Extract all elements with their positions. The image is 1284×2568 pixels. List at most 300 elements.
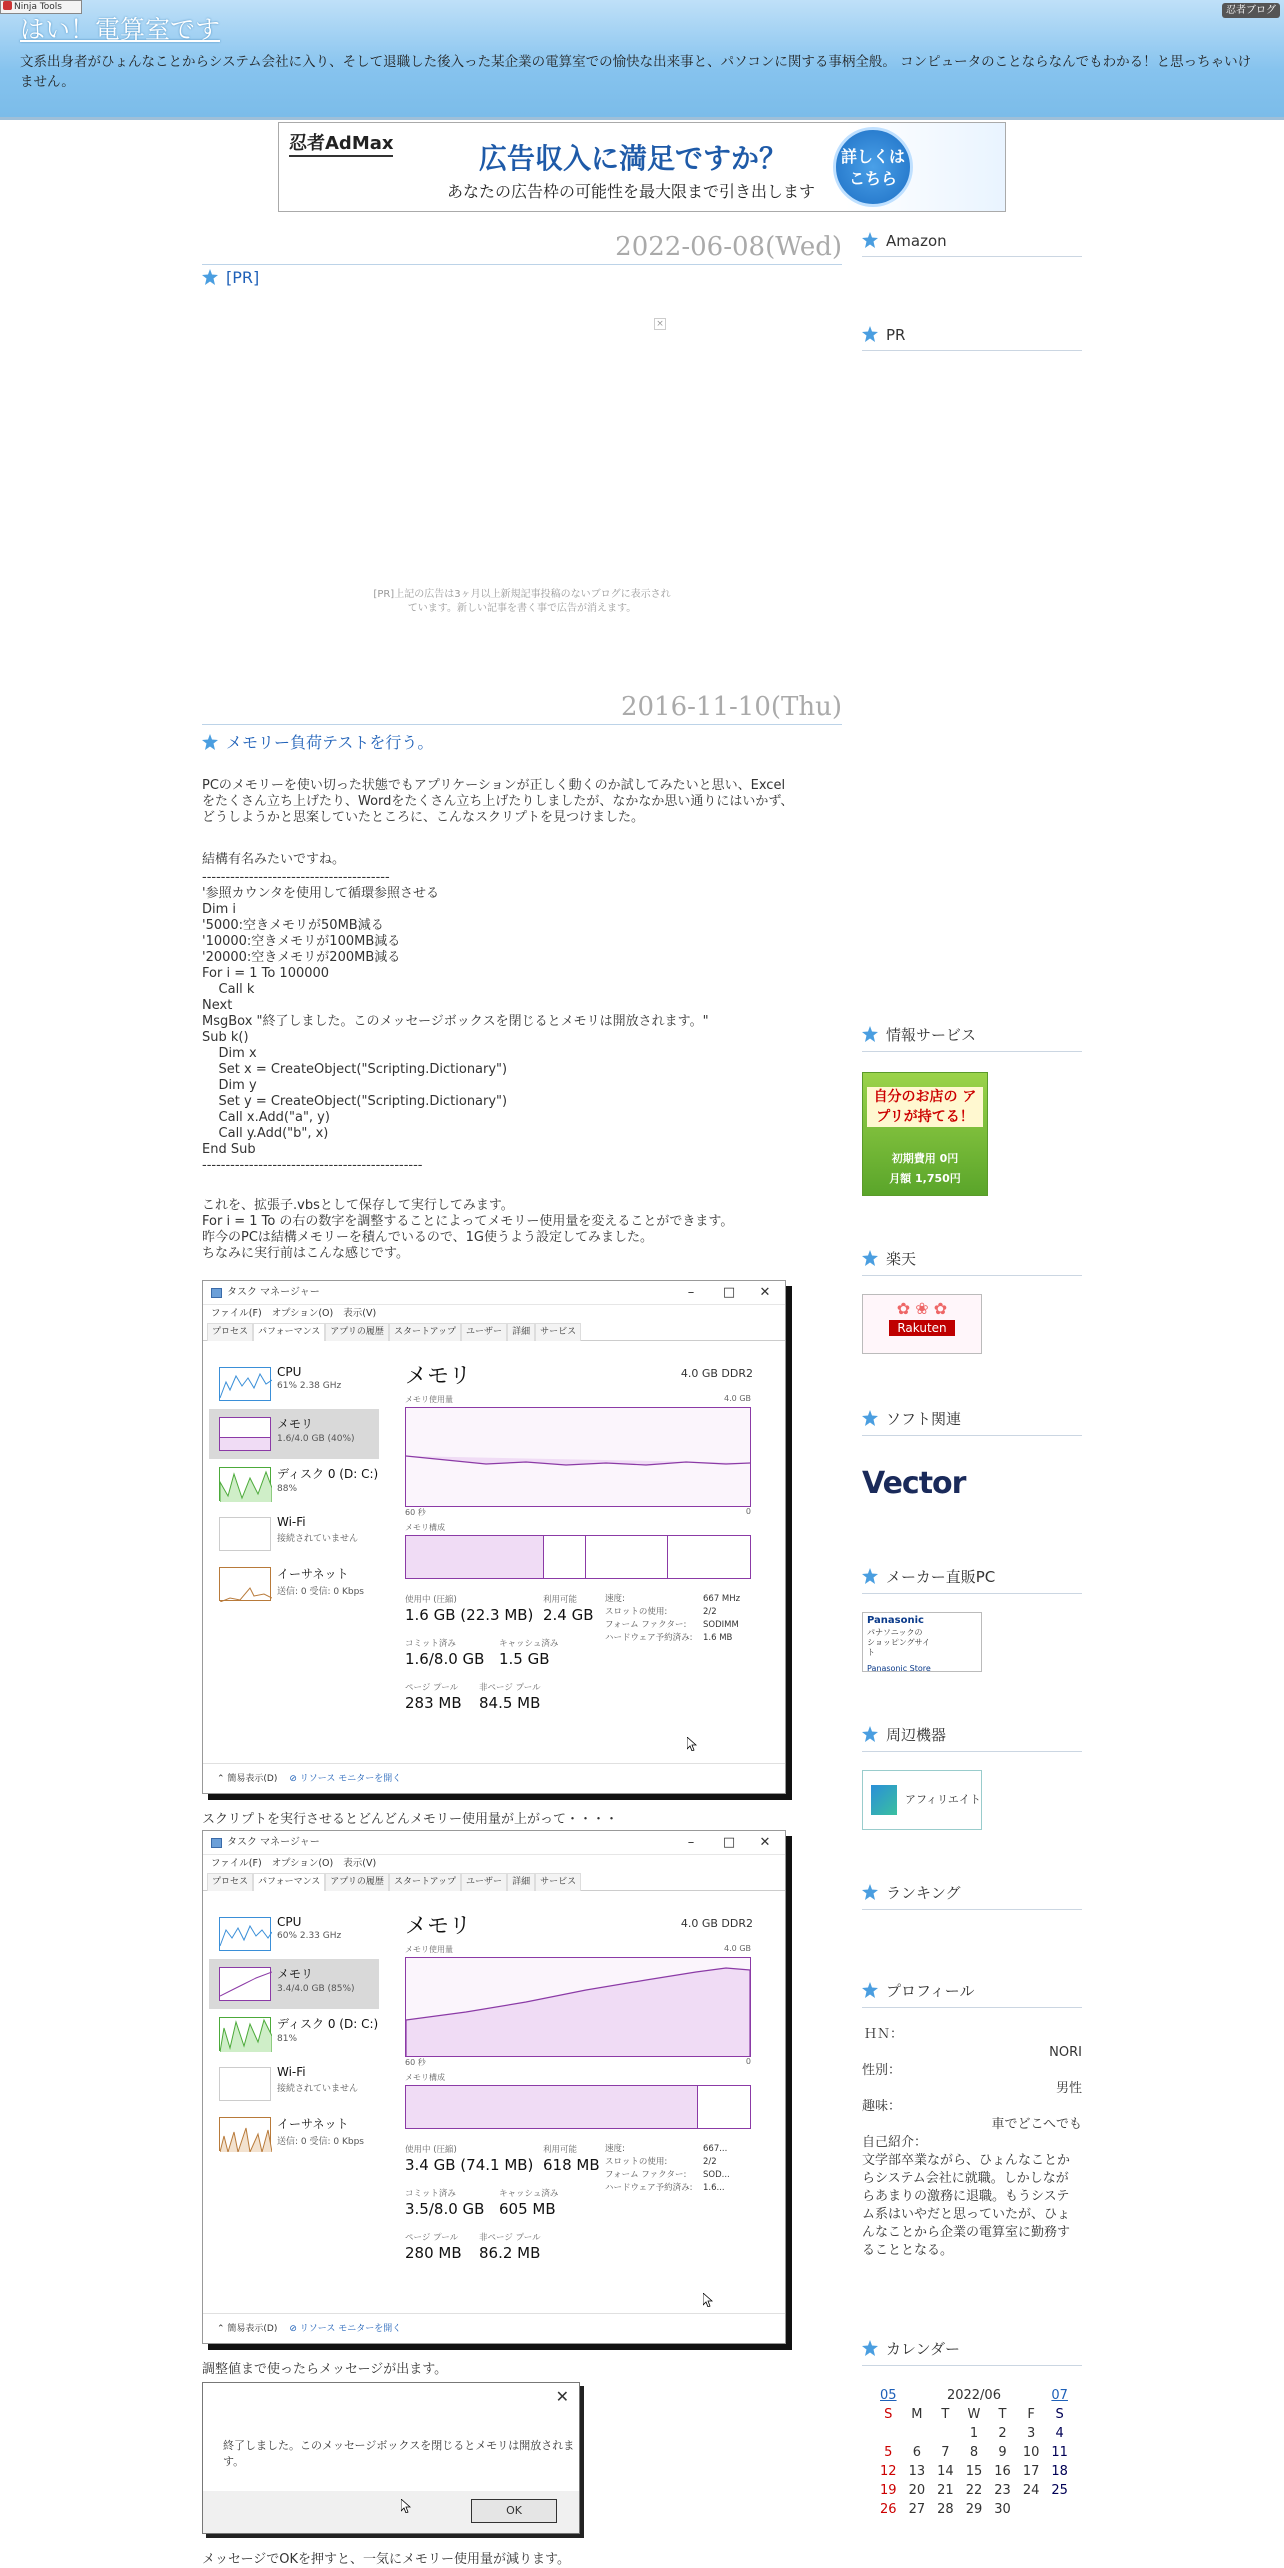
caption-running: スクリプトを実行させるとどんどんメモリー使用量が上がって・・・・ [202, 1812, 619, 1827]
stat-label: ページ プール [405, 2233, 459, 2243]
resource-sub: 60% 2.33 GHz [277, 1931, 342, 1941]
profile-box [862, 2026, 1082, 2260]
stat-in-use [405, 1593, 533, 1624]
resource-disk[interactable] [209, 2009, 379, 2059]
calendar-day [1017, 2500, 1046, 2519]
text-line: 昨今のPCは結構メモリーを積んでいるので、1G使うよう設定してみました。 [202, 1230, 654, 1245]
sidebar-heading-calendar [862, 2338, 1082, 2366]
calendar-day: 28 [937, 2502, 954, 2517]
stat-label: 使用中 (圧縮) [405, 2145, 457, 2155]
calendar-day: 14 [937, 2464, 954, 2479]
stat-available [543, 1593, 594, 1624]
stat-nonpaged-pool [479, 2231, 541, 2262]
chevron-up-icon[interactable]: ⌃ [217, 1774, 225, 1784]
calendar-day: 13 [908, 2464, 926, 2479]
menu-bar [203, 1305, 785, 1323]
dialog-button-bar [203, 2491, 579, 2533]
stat-value: 84.5 MB [479, 1694, 541, 1712]
stat-value: 3.4 GB (74.1 MB) [405, 2156, 534, 2174]
resource-name: メモリ [277, 1417, 314, 1431]
composition-divider [667, 1536, 668, 1578]
resource-ethernet[interactable] [209, 2109, 379, 2159]
spec-value: 1.6 MB [703, 1633, 733, 1643]
mouse-cursor-icon [703, 2293, 713, 2307]
calendar-week [874, 2424, 1074, 2443]
ad-headline: 広告収入に満足ですか？ [479, 142, 788, 175]
site-header [0, 0, 1284, 120]
calendar-day [1045, 2500, 1074, 2519]
affiliate-banner[interactable] [862, 1770, 982, 1830]
brief-view-button[interactable]: 簡易表示(D) [227, 2324, 278, 2334]
tab-bar [203, 1323, 785, 1341]
resource-sub: 1.6/4.0 GB (40%) [277, 1434, 355, 1444]
resource-cpu[interactable] [209, 1359, 379, 1409]
spec-value: 667... [703, 2144, 728, 2154]
menu-options[interactable]: オプション(O) [271, 1308, 334, 1319]
spec-label: 速度: [605, 1594, 625, 1604]
stat-committed [405, 1637, 484, 1668]
ethernet-thumbnail [219, 2117, 271, 2151]
memory-thumbnail-fill [220, 1437, 270, 1450]
calendar-day: 7 [941, 2445, 950, 2460]
banner-line: 月額 1,750円 [889, 1172, 961, 1185]
spec-row [605, 1593, 741, 1606]
sidebar-heading-ranking [862, 1882, 1082, 1910]
open-resource-monitor-link[interactable] [289, 2324, 401, 2334]
sidebar-heading-label: 楽天 [886, 1250, 917, 1268]
tab-performance[interactable]: パフォーマンス [253, 1873, 325, 1891]
menu-options[interactable]: オプション(O) [271, 1858, 334, 1869]
star-icon [862, 1568, 878, 1584]
code-line: Set x = CreateObject("Scripting.Dictionary") [202, 1062, 508, 1077]
spec-label: スロットの使用: [605, 1607, 668, 1617]
calendar-day: 11 [1051, 2445, 1068, 2460]
calendar-weekdays [874, 2405, 1074, 2424]
panel-heading: メモリ [405, 1914, 472, 1939]
calendar [874, 2386, 1074, 2519]
memory-composition-bar [405, 2085, 751, 2129]
sidebar-heading-label: Amazon [886, 232, 947, 250]
stat-label: キャッシュ済み [499, 1639, 559, 1649]
sidebar-heading-label: ソフト関連 [886, 1410, 962, 1428]
stat-value: 618 MB [543, 2156, 600, 2174]
dialog-message: 終了しました。このメッセージボックスを閉じるとメモリは開放されます。 [223, 2439, 575, 2468]
panasonic-sub: パナソニックの ショッピングサイト [867, 1628, 931, 1657]
close-icon[interactable]: ✕ [555, 2387, 569, 2406]
calendar-day: 6 [912, 2445, 921, 2460]
composition-divider [585, 1536, 586, 1578]
stat-paged-pool [405, 1681, 462, 1712]
calendar-prev-month[interactable]: 05 [880, 2388, 897, 2403]
calendar-day [931, 2424, 960, 2443]
star-icon [202, 269, 218, 285]
close-icon[interactable]: ✕ [759, 1285, 771, 1300]
stat-committed [405, 2187, 484, 2218]
stat-paged-pool [405, 2231, 462, 2262]
spec-label: 速度: [605, 2144, 625, 2154]
usage-label: メモリ使用量 [405, 1395, 453, 1404]
graph-max: 4.0 GB [724, 1944, 751, 1953]
sidebar-heading-maker [862, 1566, 1082, 1594]
code-block [202, 870, 842, 1174]
ad-banner[interactable] [278, 122, 1006, 212]
calendar-week [874, 2443, 1074, 2462]
star-icon [862, 326, 878, 342]
tab-app-history[interactable]: アプリの履歴 [325, 1323, 389, 1341]
window-titlebar [203, 1831, 785, 1855]
spec-label: フォーム ファクター: [605, 2170, 687, 2180]
code-line: Call y.Add("b", x) [202, 1126, 329, 1141]
code-line: MsgBox "終了しました。このメッセージボックスを閉じるとメモリは開放されます。" [202, 1014, 709, 1029]
maximize-icon[interactable]: □ [722, 1835, 736, 1850]
code-line: Set y = CreateObject("Scripting.Dictionary") [202, 1094, 508, 1109]
calendar-day: 24 [1022, 2483, 1040, 2498]
text-line: ちなみに実行前はこんな感じです。 [202, 1246, 409, 1261]
calendar-day: 10 [1022, 2445, 1040, 2460]
stat-value: 1.6 GB (22.3 MB) [405, 1606, 534, 1624]
calendar-day: 8 [969, 2445, 979, 2460]
rakuten-banner[interactable] [862, 1294, 982, 1354]
caption-after: メッセージでOKを押すと、一気にメモリー使用量が減ります。 [202, 2552, 570, 2567]
resource-memory[interactable] [209, 1409, 379, 1459]
memory-stats [405, 1593, 765, 1743]
calendar-day: 9 [998, 2445, 1007, 2460]
resource-cpu[interactable] [209, 1909, 379, 1959]
stat-cached [499, 2187, 558, 2218]
window-titlebar [203, 1281, 785, 1305]
calendar-month: 2022/06 [946, 2388, 1001, 2403]
code-line: Dim i [202, 902, 237, 917]
ad-subline: あなたの広告枠の可能性を最大限まで引き出します [447, 182, 816, 201]
code-line: Next [202, 998, 233, 1013]
usage-label: メモリ使用量 [405, 1945, 453, 1954]
stat-nonpaged-pool [479, 1681, 541, 1712]
resource-sub: 送信: 0 受信: 0 Kbps [277, 1587, 364, 1597]
composition-label: メモリ構成 [405, 1523, 445, 1532]
spec-value: 2/2 [703, 2157, 717, 2167]
minimize-icon[interactable]: – [687, 1285, 695, 1300]
resource-sub: 送信: 0 受信: 0 Kbps [277, 2137, 364, 2147]
ninja-blog-badge[interactable]: 忍者ブログ [1222, 3, 1280, 18]
spec-label: ハードウェア予約済み: [605, 2183, 693, 2193]
entry-paragraph-2: 結構有名みたいですね。 [202, 852, 346, 867]
resource-sub: 88% [277, 1484, 298, 1494]
sidebar-heading-label: 情報サービス [886, 1026, 977, 1044]
stat-label: 利用可能 [543, 2145, 578, 2155]
vector-logo[interactable]: Vector [862, 1466, 966, 1501]
stat-value: 1.6/8.0 GB [405, 1650, 485, 1668]
ninja-tools-badge[interactable] [0, 0, 82, 14]
brief-view-button[interactable]: 簡易表示(D) [227, 1774, 278, 1784]
open-resource-monitor-label: リソース モニターを開く [299, 2324, 402, 2334]
calendar-day: 27 [908, 2502, 926, 2517]
site-title[interactable]: はい！電算室です [20, 15, 221, 44]
panasonic-store: Panasonic Store [867, 1664, 931, 1673]
profile-hobby-label: 趣味： [862, 2099, 902, 2114]
stat-value: 605 MB [499, 2200, 556, 2218]
star-icon [862, 1410, 878, 1426]
calendar-day: 19 [880, 2483, 897, 2498]
tab-processes[interactable]: プロセス [207, 1323, 253, 1341]
entry-date: 2022-06-08(Wed) [202, 232, 842, 265]
axis-left: 60 秒 [405, 1508, 426, 1517]
weekday: W [967, 2407, 981, 2422]
pr-note: [PR]上記の広告は3ヶ月以上新規記事投稿のないブログに表示されています。新しい記事を書く事で広告が消えます。 [373, 589, 671, 614]
sidebar-heading-soft [862, 1408, 1082, 1436]
entry-date: 2016-11-10(Thu) [202, 692, 842, 725]
stat-available [543, 2143, 600, 2174]
star-icon [862, 1026, 878, 1042]
calendar-day: 29 [965, 2502, 983, 2517]
memory-spec: 4.0 GB DDR2 [680, 1917, 753, 1930]
resource-wifi[interactable] [209, 2059, 379, 2109]
usage-line [406, 1408, 750, 1506]
calendar-day: 3 [1026, 2426, 1036, 2441]
task-manager-icon [211, 1288, 222, 1298]
close-icon[interactable]: ✕ [759, 1835, 771, 1850]
affiliate-label: アフィリエイト [905, 1793, 981, 1806]
sidebar-heading-rakuten [862, 1248, 1082, 1276]
profile-sex: 男性 [1055, 2081, 1082, 2096]
profile-sex-label: 性別： [862, 2063, 902, 2078]
tab-performance[interactable]: パフォーマンス [253, 1323, 325, 1341]
star-icon [862, 2340, 878, 2356]
pr-ad-area [202, 310, 842, 630]
stat-cached [499, 1637, 558, 1668]
resource-name: CPU [277, 1365, 302, 1379]
sidebar-heading-amazon [862, 232, 1082, 257]
hardware-specs [605, 1593, 741, 1645]
wifi-thumbnail [219, 2067, 271, 2101]
calendar-day: 21 [937, 2483, 954, 2498]
entry-title[interactable] [202, 730, 433, 753]
code-line: Call x.Add("a", y) [202, 1110, 330, 1125]
menu-file[interactable]: ファイル(F) [211, 1308, 262, 1319]
profile-intro-label: 自己紹介： [862, 2135, 928, 2150]
spec-value: 667 MHz [703, 1594, 741, 1604]
caption-message: 調整値まで使ったらメッセージが出ます。 [202, 2362, 448, 2377]
profile-hn-label: ＨＮ： [864, 2027, 904, 2042]
resource-ethernet[interactable] [209, 1559, 379, 1609]
sidebar-heading-label: メーカー直販PC [886, 1568, 996, 1586]
star-icon [862, 232, 878, 248]
star-icon [862, 1250, 878, 1266]
spec-label: フォーム ファクター: [605, 1620, 687, 1630]
stat-value: 86.2 MB [479, 2244, 541, 2262]
task-manager-screenshot-during [202, 1830, 786, 2344]
stat-value: 2.4 GB [543, 1606, 594, 1624]
code-line: End Sub [202, 1142, 256, 1157]
sidebar-heading-label: PR [886, 326, 906, 344]
entry-title-label: メモリー負荷テストを行う。 [226, 733, 434, 752]
calendar-day: 17 [1022, 2464, 1040, 2479]
code-line: '10000:空きメモリが100MB減る [202, 934, 401, 949]
sidebar-heading-info [862, 1024, 1082, 1052]
profile-intro: 文学部卒業ながら、ひょんなことからシステム会社に就職。しかしながらあまりの激務に退職。もうシステム系はいやだと思っていたが、ひょんなことから企業の電算室に勤務することとなる。 [862, 2153, 1071, 2258]
graph-max: 4.0 GB [724, 1394, 751, 1403]
resource-wifi[interactable] [209, 1509, 379, 1559]
panasonic-banner[interactable] [862, 1612, 982, 1672]
code-line: '参照カウンタを使用して循環参照させる [202, 886, 440, 901]
spec-row [605, 2156, 717, 2169]
resource-name: ディスク 0 (D: C:) [277, 1467, 379, 1481]
resource-name: CPU [277, 1915, 302, 1929]
resource-name: イーサネット [277, 2117, 349, 2131]
memory-usage-graph [405, 1407, 751, 1507]
wifi-thumbnail [219, 1517, 271, 1551]
resource-name: ディスク 0 (D: C:) [277, 2017, 379, 2031]
sidebar-heading-periph [862, 1724, 1082, 1752]
window-title: タスク マネージャー [227, 1837, 320, 1848]
entry-paragraph-1 [202, 778, 842, 826]
spec-value: SOD... [703, 2170, 730, 2180]
rakuten-logo: Rakuten [889, 1320, 954, 1336]
calendar-day: 22 [965, 2483, 983, 2498]
tab-startup[interactable]: スタートアップ [389, 1873, 461, 1891]
memory-thumbnail [219, 1967, 271, 2001]
code-line: '5000:空きメモリが50MB減る [202, 918, 384, 933]
axis-left: 60 秒 [405, 2058, 426, 2067]
message-dialog-screenshot [202, 2382, 580, 2534]
ad-logo: 忍者AdMax [289, 129, 393, 157]
star-icon [862, 1726, 878, 1742]
text-line: どうしようかと思案していたところに、こんなスクリプトを見つけました。 [202, 810, 645, 825]
minimize-icon[interactable]: – [687, 1835, 695, 1850]
menu-view[interactable]: 表示(V) [343, 1308, 377, 1319]
affiliate-logo-icon [871, 1785, 897, 1815]
tab-bar [203, 1873, 785, 1891]
sidebar-heading-label: ランキング [886, 1884, 961, 1902]
text-line: For i = 1 To の右の数字を調整することによってメモリー使用量を変えることができます。 [202, 1214, 734, 1229]
maximize-icon[interactable]: □ [722, 1285, 736, 1300]
calendar-day: 1 [969, 2426, 979, 2441]
text-line: をたくさん立ち上げたり、Wordをたくさん立ち上げたりしましたが、なかなか思い通りにはいかず、 [202, 794, 794, 809]
stat-label: 使用中 (圧縮) [405, 1595, 457, 1605]
resource-memory[interactable] [209, 1959, 379, 2009]
resource-disk[interactable] [209, 1459, 379, 1509]
ninja-tools-label: Ninja Tools [14, 2, 62, 12]
tab-details[interactable]: 詳細 [507, 1873, 535, 1891]
code-line: ----------------------------------------------- [202, 1158, 423, 1173]
calendar-next-month[interactable]: 07 [1051, 2388, 1068, 2403]
calendar-week [874, 2462, 1074, 2481]
axis-right: 0 [745, 2057, 751, 2066]
tab-users[interactable]: ユーザー [461, 1323, 507, 1341]
stat-label: 非ページ プール [479, 2233, 541, 2243]
stat-in-use [405, 2143, 533, 2174]
window-footer [203, 1763, 785, 1793]
profile-hobby: 車でどこへでも [991, 2117, 1082, 2132]
profile-hn: NORI [1049, 2045, 1082, 2060]
code-line: For i = 1 To 100000 [202, 966, 330, 981]
calendar-day: 25 [1051, 2483, 1068, 2498]
open-resource-monitor-link[interactable] [289, 1774, 401, 1784]
usage-line [406, 1958, 750, 2056]
resource-sub: 61% 2.38 GHz [277, 1381, 342, 1391]
calendar-day: 26 [880, 2502, 897, 2517]
calendar-day: 30 [994, 2502, 1011, 2517]
calendar-day: 12 [880, 2464, 897, 2479]
code-line: Dim y [202, 1078, 257, 1093]
sidebar-heading-pr [862, 326, 1082, 351]
menu-bar [203, 1855, 785, 1873]
graph-labels [405, 1944, 751, 1955]
resource-name: メモリ [277, 1967, 314, 1981]
memory-composition-bar [405, 1535, 751, 1579]
entry-title-pr[interactable] [202, 268, 259, 287]
weekday: T [941, 2407, 950, 2422]
menu-file[interactable]: ファイル(F) [211, 1858, 262, 1869]
tab-services[interactable]: サービス [535, 1873, 581, 1891]
tab-services[interactable]: サービス [535, 1323, 581, 1341]
cpu-thumbnail [219, 1367, 271, 1401]
calendar-week [874, 2481, 1074, 2500]
resource-monitor-icon: ⊘ [289, 1774, 297, 1784]
text-line: PCのメモリーを使い切った状態でもアプリケーションが正しく動くのか試してみたいと思い、Excel [202, 778, 786, 793]
calendar-day: 5 [884, 2445, 893, 2460]
calendar-day: 20 [908, 2483, 926, 2498]
spec-row [605, 2169, 730, 2182]
spec-value: 1.6... [703, 2183, 725, 2193]
resource-list [209, 1909, 379, 2159]
calendar-day: 15 [965, 2464, 983, 2479]
close-icon[interactable]: × [654, 318, 666, 330]
spec-label: ハードウェア予約済み: [605, 1633, 693, 1643]
memory-thumbnail [219, 1417, 271, 1451]
cpu-thumbnail [219, 1917, 271, 1951]
site-description: 文系出身者がひょんなことからシステム会社に入り、そして退職した後入った某企業の電算室での愉快な出来事と、パソコンに関する事柄全般。 コンピュータのことならなんでもわかる！と思っちゃいけません。 [20, 54, 1252, 90]
resource-name: Wi-Fi [277, 1515, 306, 1529]
ok-button[interactable]: OK [471, 2499, 557, 2523]
weekday: S [884, 2407, 893, 2422]
resource-name: Wi-Fi [277, 2065, 306, 2079]
weekday: T [998, 2407, 1007, 2422]
sidebar-heading-label: 周辺機器 [886, 1726, 947, 1744]
memory-usage-graph [405, 1957, 751, 2057]
tab-processes[interactable]: プロセス [207, 1873, 253, 1891]
flower-icon: ✿ ❀ ✿ [896, 1299, 948, 1318]
info-service-banner[interactable] [862, 1072, 988, 1196]
code-line: Sub k() [202, 1030, 249, 1045]
memory-panel [405, 1359, 765, 1743]
graph-labels [405, 1394, 751, 1405]
menu-view[interactable]: 表示(V) [343, 1858, 377, 1869]
weekday: F [1027, 2407, 1035, 2422]
resource-sub: 接続されていません [277, 2084, 359, 2094]
tab-users[interactable]: ユーザー [461, 1873, 507, 1891]
resource-sub: 81% [277, 2034, 298, 2044]
tab-details[interactable]: 詳細 [507, 1323, 535, 1341]
stat-label: ページ プール [405, 1683, 459, 1693]
disk-thumbnail [219, 1467, 271, 1501]
memory-stats [405, 2143, 765, 2293]
banner-line: 初期費用 0円 [891, 1152, 959, 1165]
calendar-day [903, 2424, 932, 2443]
spec-row [605, 1619, 739, 1632]
spec-row [605, 1606, 717, 1619]
ad-details-button[interactable]: 詳しくは こちら [833, 127, 913, 207]
task-manager-icon [211, 1838, 222, 1848]
task-manager-screenshot-before [202, 1280, 786, 1794]
star-icon [202, 734, 218, 750]
entry-paragraph-3 [202, 1198, 842, 1262]
star-icon [862, 1982, 878, 1998]
tab-startup[interactable]: スタートアップ [389, 1323, 461, 1341]
chevron-up-icon[interactable]: ⌃ [217, 2324, 225, 2334]
window-footer [203, 2313, 785, 2343]
memory-panel [405, 1909, 765, 2293]
tab-app-history[interactable]: アプリの履歴 [325, 1873, 389, 1891]
